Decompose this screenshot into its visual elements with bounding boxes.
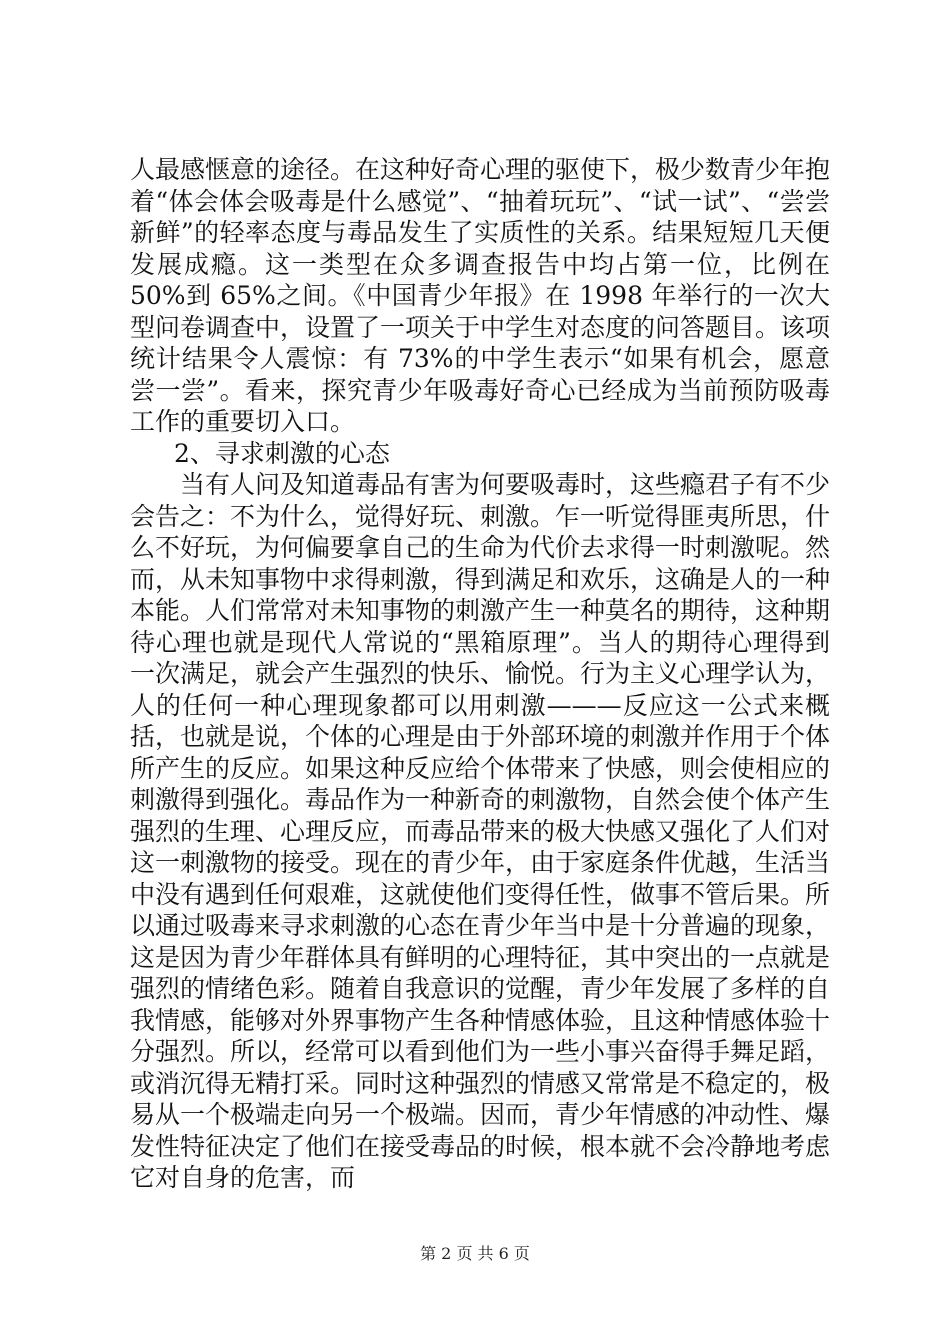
document-body [130, 154, 830, 1194]
paragraph-seeking-stimulation: 当有人问及知道毒品有害为何要吸毒时，这些瘾君子有不少会告之：不为什么，觉得好玩、刺激。乍一听觉得匪夷所思，什么不好玩，为何偏要拿自己的生命为代价去求得一时刺激呢。然而，从未知事物中求得刺激，得到满足和欢乐，这确是人的一种本能。人们常常对未知事物的刺激产生一种莫名的期待，这种期待心理也就是现代人常说的“黑箱原理”。当人的期待心理得到一次满足，就会产生强烈的快乐、愉悦。行为主义心理学认为，人的任何一种心理现象都可以用刺激———反应这一公式来概括，也就是说，个体的心理是由于外部环境的刺激并作用于个体所产生的反应。如果这种反应给个体带来了快感，则会使相应的刺激得到强化。毒品作为一种新奇的刺激物，自然会使个体产生强烈的生理、心理反应，而毒品带来的极大快感又强化了人们对这一刺激物的接受。现在的青少年，由于家庭条件优越，生活当中没有遇到任何艰难，这就使他们变得任性，做事不管后果。所以通过吸毒来寻求刺激的心态在青少年当中是十分普遍的现象，这是因为青少年群体具有鲜明的心理特征，其中突出的一点就是强烈的情绪色彩。随着自我意识的觉醒，青少年发展了多样的自我情感，能够对外界事物产生各种情感体验，且这种情感体验十分强烈。所以，经常可以看到他们为一些小事兴奋得手舞足蹈，或消沉得无精打采。同时这种强烈的情感又常常是不稳定的，极易从一个极端走向另一个极端。因而，青少年情感的冲动性、爆发性特征决定了他们在接受毒品的时候，根本就不会冷静地考虑它对自身的危害，而 [130, 470, 831, 1192]
paragraph-curiosity-conclusion: 人最感惬意的途径。在这种好奇心理的驱使下，极少数青少年抱着“体会体会吸毒是什么感觉”、“抽着玩玩”、“试一试”、“尝尝新鲜”的轻率态度与毒品发生了实质性的关系。结果短短几天便发展成瘾。这一类型在众多调查报告中均占第一位，比例在 50%到 65%之间。《中国青少年报》在 1998 年举行的一次大型问卷调查中，设置了一项关于中学生对态度的问答题目。该项统计结果令人震惊：有 73%的中学生表示“如果有机会，愿意尝一尝”。看来，探究青少年吸毒好奇心已经成为当前预防吸毒工作的重要切入口。 [130, 155, 831, 436]
page-footer: 第 2 页 共 6 页 [420, 1244, 530, 1263]
section-heading: 2、寻求刺激的心态 [174, 438, 390, 468]
